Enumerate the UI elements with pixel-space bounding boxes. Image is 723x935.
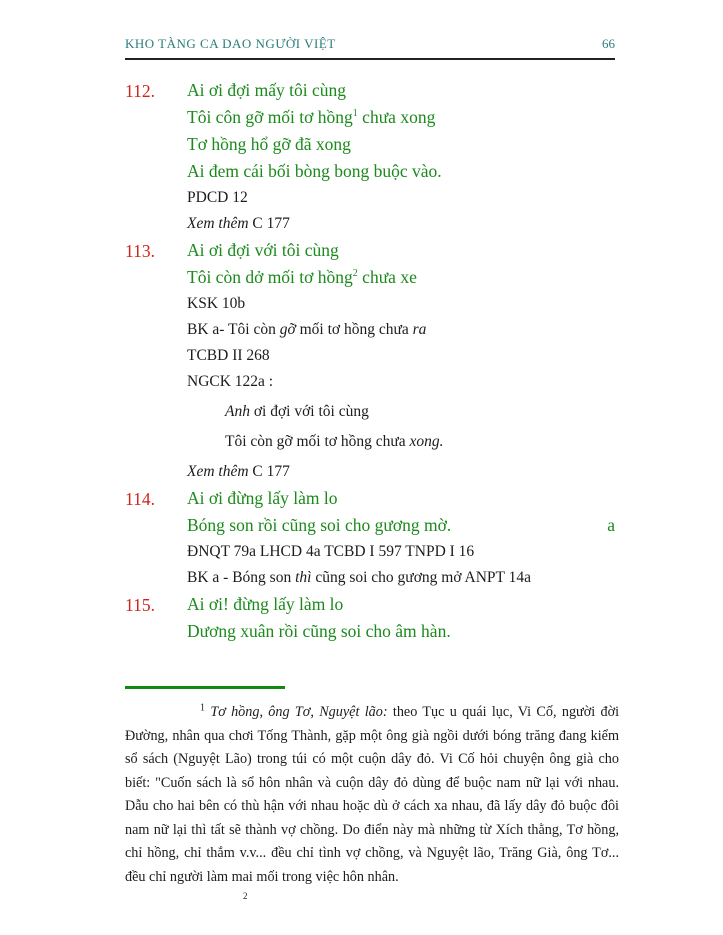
entry-number: 115.: [125, 595, 155, 615]
verse-line: [187, 490, 615, 507]
text-run: Bóng son rồi cũng soi cho gương mờ.: [187, 515, 452, 535]
text-run: chưa xong: [357, 107, 436, 127]
running-title: KHO TÀNG CA DAO NGƯỜI VIỆT: [125, 36, 336, 51]
text-run: Anh: [225, 403, 250, 420]
ref-line: [187, 348, 615, 364]
verse-line: [187, 269, 615, 286]
text-run: Tơ hồng, ông Tơ, Nguyệt lão:: [210, 704, 388, 720]
text-run: ra: [412, 321, 427, 338]
verse-line: [187, 517, 615, 534]
verse-line: [187, 109, 615, 126]
text-run: Tơ hồng hổ gỡ đã xong: [187, 134, 351, 154]
ref-line: [187, 216, 615, 232]
text-run: Ai ơi! đừng lấy làm lo: [187, 594, 344, 614]
text-run: Ai đem cái bối bòng bong buộc vào.: [187, 161, 442, 181]
text-run: PDCD 12: [187, 189, 248, 206]
text-run: chưa xe: [357, 267, 417, 287]
entry-body: [187, 82, 615, 242]
text-run: C 177: [248, 463, 290, 480]
text-run: Xem thêm: [187, 463, 249, 480]
ref-line: [187, 464, 615, 480]
footnote-ref-marker: 1: [352, 108, 358, 120]
ref-line: [187, 322, 615, 338]
text-run: Dương xuân rồi cũng soi cho âm hàn.: [187, 621, 451, 641]
entry-number: 112.: [125, 81, 155, 101]
text-run: NGCK 122a :: [187, 373, 274, 390]
verse-line: [187, 163, 615, 180]
entry-body: [187, 596, 615, 650]
ref-line: [187, 296, 615, 312]
text-run: Ai ơi đợi với tôi cùng: [187, 240, 339, 260]
ref-line: [187, 190, 615, 206]
text-run: cũng soi cho gương mở ANPT 14a: [311, 569, 531, 586]
text-run: TCBD II 268: [187, 347, 270, 364]
entry-114: [125, 490, 615, 596]
entry-body: [187, 242, 615, 490]
text-run: ơi đợi với tôi cùng: [249, 403, 369, 420]
text-run: thì: [295, 569, 312, 586]
entries-section: [125, 82, 615, 650]
entry-112: [125, 82, 615, 242]
text-run: a: [607, 515, 615, 535]
text-run: Ai ơi đợi mấy tôi cùng: [187, 80, 346, 100]
text-run: Tôi côn gỡ mối tơ hồng: [187, 107, 353, 127]
verse-line: [187, 82, 615, 99]
text-run: KSK 10b: [187, 295, 246, 312]
text-run: C 177: [248, 215, 290, 232]
text-run: BK a- Tôi còn: [187, 321, 280, 338]
footnotes-section: [125, 686, 619, 901]
ref-line: [187, 570, 615, 586]
text-run: ĐNQT 79a LHCD 4a TCBD I 597 TNPD I 16: [187, 543, 475, 560]
text-run: Xem thêm: [187, 215, 249, 232]
quote-line: [225, 434, 615, 450]
text-run: Tôi còn gỡ mối tơ hồng chưa: [225, 433, 410, 450]
footnote-ref-marker: 2: [352, 268, 358, 280]
entry-number: 114.: [125, 489, 155, 509]
page-number: 66: [602, 36, 615, 51]
verse-line: [187, 242, 615, 259]
text-run: xong.: [409, 433, 444, 450]
footnote-ref-marker: 1: [200, 702, 205, 714]
footnote-1: [125, 701, 619, 889]
quote-line: [225, 404, 615, 420]
entry-body: [187, 490, 615, 596]
ref-line: [187, 544, 615, 560]
entry-number: 113.: [125, 241, 155, 261]
text-run: Tôi còn dở mối tơ hồng: [187, 267, 353, 287]
page-header: [125, 36, 615, 60]
footnote-2-marker: 2: [243, 891, 248, 901]
verse-line: [187, 623, 615, 640]
text-run: BK a - Bóng son: [187, 569, 296, 586]
verse-line: [187, 136, 615, 153]
text-run: gỡ: [279, 321, 296, 338]
verse-line: [187, 596, 615, 613]
entry-115: [125, 596, 615, 650]
text-run: theo Tục u quái lục, Vi Cố, người đời Đường, nhân qua chơi Tống Thành, gặp một ông già ngồi dưới bóng trăng đang kiểm sổ sách (Nguyệt Lão) trong túi có một cuộn dây đỏ. Vi Cố hỏi chuyện ông già cho biết: "Cuốn sách là sổ hôn nhân và cuộn dây đỏ dùng để buộc nam nữ lại với nhau. Dẫu cho hai bên có thù hận với nhau hoặc dù ở cách xa nhau, đã lấy dây đỏ buộc đôi nam nữ lại thì tất sẽ thành vợ chồng. Do điển này mà những từ Xích thằng, Tơ hồng, chỉ hồng, chỉ thắm v.v... đều chỉ tình vợ chồng, và Nguyệt lão, Trăng Già, ông Tơ... đều chỉ người làm mai mối trong việc hôn nhân.: [125, 704, 620, 885]
text-run: Ai ơi đừng lấy làm lo: [187, 488, 338, 508]
text-run: mối tơ hồng chưa: [295, 321, 413, 338]
footnote-divider: [125, 686, 285, 689]
ref-line: [187, 374, 615, 390]
entry-113: [125, 242, 615, 490]
